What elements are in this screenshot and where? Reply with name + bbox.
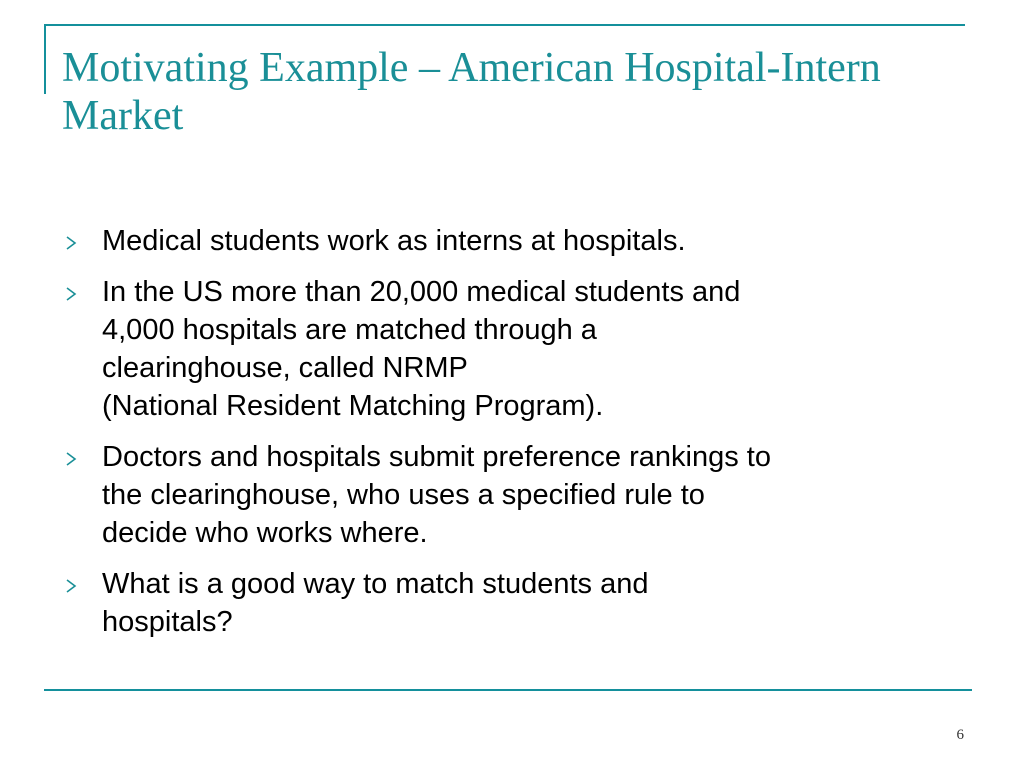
- bullet-item-3: [62, 438, 982, 552]
- page-number: 6: [956, 727, 964, 743]
- footer-divider-line: [44, 689, 972, 691]
- bullet-text-line: 4,000 hospitals are matched through a: [102, 314, 597, 346]
- bullet-text-line: the clearinghouse, who uses a specified rule to: [102, 479, 705, 511]
- bullet-text-line: clearinghouse, called NRMP: [102, 352, 468, 384]
- title-accent-top-line: [44, 24, 965, 26]
- bullet-item-4: [62, 565, 982, 641]
- slide-title: Motivating Example – American Hospital-Intern Market: [62, 45, 881, 139]
- chevron-right-icon: [64, 579, 78, 593]
- bullet-text-line: Doctors and hospitals submit preference rankings to: [102, 441, 771, 473]
- bullet-text-line: What is a good way to match students and: [102, 568, 649, 600]
- title-accent-left-line: [44, 24, 46, 94]
- bullet-text-line: decide who works where.: [102, 517, 428, 549]
- chevron-right-icon: [64, 452, 78, 466]
- bullet-item-2: [62, 273, 982, 425]
- bullet-text-line: In the US more than 20,000 medical students and: [102, 276, 741, 308]
- bullet-item-1: [62, 222, 982, 260]
- chevron-right-icon: [64, 236, 78, 250]
- chevron-right-icon: [64, 287, 78, 301]
- bullet-text-line: (National Resident Matching Program).: [102, 390, 604, 422]
- bullet-text-line: hospitals?: [102, 606, 233, 638]
- bullet-text-line: Medical students work as interns at hospitals.: [102, 225, 686, 257]
- bullet-list: [62, 222, 982, 654]
